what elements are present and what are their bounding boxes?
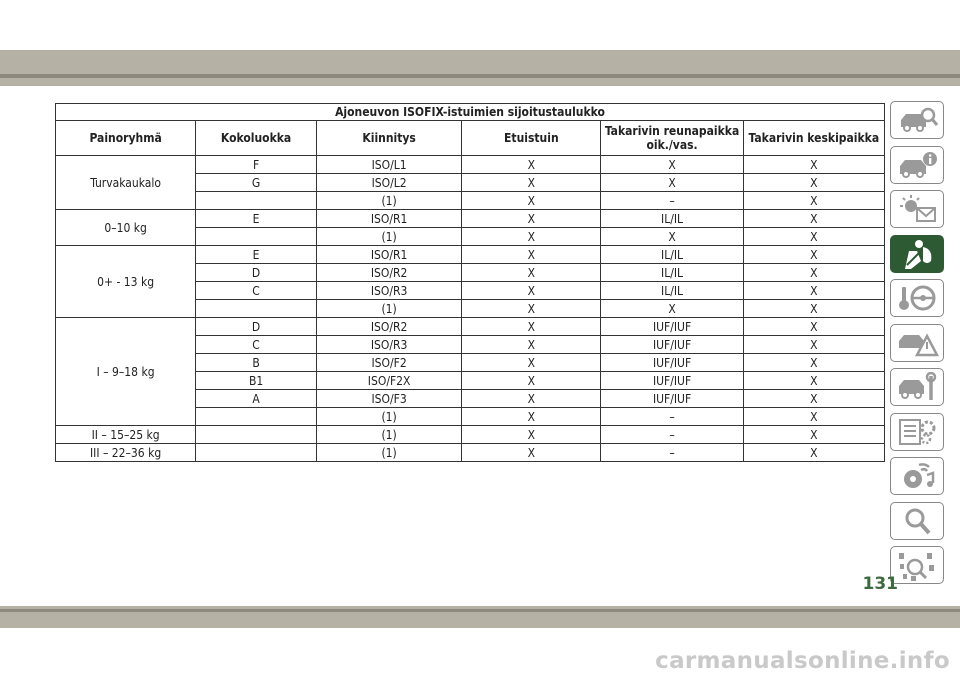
table-cell: (1) — [316, 408, 461, 426]
table-cell — [196, 408, 317, 426]
table-cell: X — [462, 156, 601, 174]
table-cell: X — [462, 372, 601, 390]
table-cell: ISO/R1 — [316, 210, 461, 228]
table-cell: IL/IL — [601, 246, 743, 264]
table-cell: (1) — [316, 300, 461, 318]
table-cell: – — [601, 408, 743, 426]
sidebar-tab[interactable] — [890, 502, 944, 540]
table-cell: X — [743, 246, 884, 264]
column-header: Kiinnitys — [316, 121, 461, 156]
table-cell: X — [743, 336, 884, 354]
table-cell: X — [743, 174, 884, 192]
weight-group-cell: 0+ - 13 kg — [56, 246, 196, 318]
column-header: Kokoluokka — [196, 121, 317, 156]
table-cell: X — [462, 354, 601, 372]
table-cell: X — [462, 444, 601, 462]
table-cell: X — [462, 192, 601, 210]
table-row — [56, 426, 885, 444]
weight-group-cell: II – 15–25 kg — [56, 426, 196, 444]
table-cell: X — [462, 426, 601, 444]
table-cell: ISO/L2 — [316, 174, 461, 192]
table-cell: X — [743, 192, 884, 210]
table-row — [56, 318, 885, 336]
sidebar-tab[interactable] — [890, 146, 944, 184]
table-cell: X — [743, 282, 884, 300]
table-cell: X — [743, 300, 884, 318]
table-cell: IUF/IUF — [601, 390, 743, 408]
weight-group-cell: I – 9–18 kg — [56, 318, 196, 426]
table-cell: X — [743, 390, 884, 408]
table-cell: IUF/IUF — [601, 354, 743, 372]
table-cell: IUF/IUF — [601, 336, 743, 354]
table-cell: X — [601, 174, 743, 192]
table-cell: IUF/IUF — [601, 372, 743, 390]
table-cell: X — [743, 408, 884, 426]
table-cell — [196, 444, 317, 462]
table-row — [56, 210, 885, 228]
table-cell: X — [743, 264, 884, 282]
table-title: Ajoneuvon ISOFIX-istuimien sijoitustaulukko — [56, 104, 885, 121]
isofix-table — [55, 103, 885, 462]
column-header: Takarivin keskipaikka — [743, 121, 884, 156]
table-cell: X — [462, 300, 601, 318]
table-cell: X — [462, 210, 601, 228]
table-row — [56, 444, 885, 462]
sidebar-tab[interactable] — [890, 457, 944, 495]
table-cell: ISO/R3 — [316, 282, 461, 300]
table-cell: ISO/R2 — [316, 264, 461, 282]
table-cell: – — [601, 444, 743, 462]
footer-band — [0, 606, 960, 628]
table-cell: (1) — [316, 444, 461, 462]
table-cell: ISO/L1 — [316, 156, 461, 174]
table-cell — [196, 300, 317, 318]
table-cell: – — [601, 426, 743, 444]
table-cell: ISO/F2 — [316, 354, 461, 372]
column-header: Painoryhmä — [56, 121, 196, 156]
weight-group-cell: III – 22–36 kg — [56, 444, 196, 462]
table-cell: D — [196, 264, 317, 282]
table-cell: X — [462, 264, 601, 282]
page-number: 131 — [862, 574, 898, 594]
table-cell: X — [462, 408, 601, 426]
table-cell: X — [743, 426, 884, 444]
table-cell: ISO/R3 — [316, 336, 461, 354]
table-cell: X — [743, 354, 884, 372]
table-cell: (1) — [316, 192, 461, 210]
watermark: carmanualsonline.info — [655, 648, 950, 674]
table-cell: C — [196, 336, 317, 354]
sidebar-tab[interactable] — [890, 235, 944, 273]
sidebar-tab[interactable] — [890, 368, 944, 406]
table-cell: E — [196, 210, 317, 228]
table-cell: D — [196, 318, 317, 336]
table-cell: E — [196, 246, 317, 264]
table-row — [56, 156, 885, 174]
table-row — [56, 246, 885, 264]
sidebar-tab[interactable] — [890, 190, 944, 228]
table-cell: ISO/R1 — [316, 246, 461, 264]
sidebar-tab[interactable] — [890, 546, 944, 584]
table-cell: G — [196, 174, 317, 192]
table-cell: (1) — [316, 228, 461, 246]
table-cell: X — [743, 228, 884, 246]
weight-group-cell: Turvakaukalo — [56, 156, 196, 210]
sidebar-tab[interactable] — [890, 101, 944, 139]
table-cell: IL/IL — [601, 282, 743, 300]
table-cell: X — [743, 444, 884, 462]
table-cell: X — [601, 156, 743, 174]
table-cell: (1) — [316, 426, 461, 444]
table-cell: B — [196, 354, 317, 372]
table-cell: ISO/F2X — [316, 372, 461, 390]
table-cell — [196, 228, 317, 246]
table-cell: IUF/IUF — [601, 318, 743, 336]
table-cell — [196, 192, 317, 210]
table-cell: IL/IL — [601, 264, 743, 282]
table-cell: X — [462, 336, 601, 354]
table-cell: X — [462, 228, 601, 246]
weight-group-cell: 0–10 kg — [56, 210, 196, 246]
table-cell: F — [196, 156, 317, 174]
table-cell: X — [743, 210, 884, 228]
table-cell: ISO/R2 — [316, 318, 461, 336]
table-cell: C — [196, 282, 317, 300]
table-cell: X — [743, 372, 884, 390]
column-header: Takarivin reunapaikka oik./vas. — [601, 121, 743, 156]
table-cell: IL/IL — [601, 210, 743, 228]
table-cell: X — [462, 318, 601, 336]
table-cell: X — [601, 300, 743, 318]
table-cell — [196, 426, 317, 444]
sidebar-tab[interactable] — [890, 413, 944, 451]
column-header: Etuistuin — [462, 121, 601, 156]
table-cell: X — [462, 246, 601, 264]
table-cell: X — [743, 156, 884, 174]
table-cell: A — [196, 390, 317, 408]
table-cell: X — [601, 228, 743, 246]
table-cell: ISO/F3 — [316, 390, 461, 408]
table-cell: X — [743, 318, 884, 336]
table-cell: B1 — [196, 372, 317, 390]
sidebar-tab[interactable] — [890, 324, 944, 362]
table-cell: X — [462, 174, 601, 192]
header-band — [0, 50, 960, 86]
sidebar-tab[interactable] — [890, 279, 944, 317]
table-cell: X — [462, 390, 601, 408]
table-cell: – — [601, 192, 743, 210]
table-cell: X — [462, 282, 601, 300]
